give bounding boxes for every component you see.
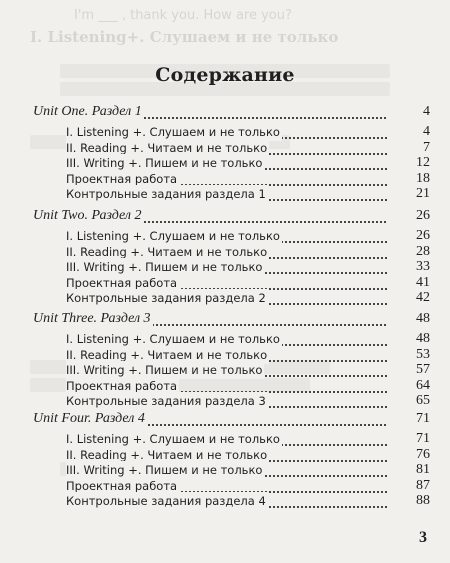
entry-page-number: 88 — [388, 492, 430, 510]
entry-label: I. Listening +. Слушаем и не только — [66, 125, 280, 139]
entry-label: II. Reading +. Читаем и не только — [66, 347, 268, 362]
entry-label: III. Writing +. Пишем и не только — [66, 363, 263, 378]
entry-label: Контрольные задания раздела 4 — [66, 494, 266, 509]
entry-label: Контрольные задания раздела 2 — [66, 291, 266, 306]
entry-label: II. Reading +. Читаем и не только — [66, 140, 268, 155]
entry-label: III. Writing +. Пишем и не только — [66, 463, 263, 478]
entry-page-number: 7 — [388, 139, 430, 157]
toc-entry — [0, 289, 450, 307]
entry-label: I. Listening +. Слушаем и не только — [66, 432, 280, 446]
entry-label: Проектная работа — [66, 171, 178, 186]
entry-page-number: 53 — [388, 346, 430, 364]
unit-title: Unit Four. Раздел 4 — [33, 411, 145, 426]
entry-page-number: 4 — [388, 123, 430, 141]
entry-page-number: 21 — [388, 185, 430, 203]
entry-label: I. Listening +. Слушаем и не только — [66, 332, 280, 346]
entry-page-number: 48 — [388, 310, 430, 328]
toc-entry — [0, 492, 450, 510]
entry-label: Контрольные задания раздела 3 — [66, 394, 266, 409]
entry-page-number: 87 — [388, 477, 430, 495]
entry-page-number: 26 — [388, 207, 430, 225]
unit-title: Unit Three. Раздел 3 — [33, 311, 151, 326]
entry-page-number: 42 — [388, 289, 430, 307]
page-number: 3 — [419, 529, 427, 546]
entry-label: Проектная работа — [66, 478, 178, 493]
entry-page-number: 81 — [388, 461, 430, 479]
entry-label: I. Listening +. Слушаем и не только — [66, 229, 280, 243]
ghost-line-2: I. Listening+. Слушаем и не только — [30, 28, 339, 46]
entry-page-number: 64 — [388, 377, 430, 395]
entry-label: II. Reading +. Читаем и не только — [66, 244, 268, 259]
entry-page-number: 28 — [388, 243, 430, 261]
unit-title: Unit One. Раздел 1 — [33, 104, 142, 119]
entry-page-number: 41 — [388, 274, 430, 292]
entry-label: III. Writing +. Пишем и не только — [66, 156, 263, 171]
entry-label: II. Reading +. Читаем и не только — [66, 447, 268, 462]
entry-page-number: 4 — [388, 103, 430, 121]
entry-page-number: 71 — [388, 430, 430, 448]
entry-page-number: 18 — [388, 170, 430, 188]
entry-page-number: 48 — [388, 330, 430, 348]
ghost-line-1: I'm ___ , thank you. How are you? — [74, 8, 292, 23]
entry-label: Проектная работа — [66, 378, 178, 393]
entry-label: Контрольные задания раздела 1 — [66, 187, 266, 202]
entry-label: III. Writing +. Пишем и не только — [66, 260, 263, 275]
entry-page-number: 65 — [388, 392, 430, 410]
toc-entry — [0, 185, 450, 203]
unit-title: Unit Two. Раздел 2 — [33, 208, 142, 223]
entry-page-number: 33 — [388, 258, 430, 276]
entry-page-number: 76 — [388, 446, 430, 464]
entry-label: Проектная работа — [66, 275, 178, 290]
entry-page-number: 26 — [388, 227, 430, 245]
entry-page-number: 71 — [388, 410, 430, 428]
entry-page-number: 57 — [388, 361, 430, 379]
entry-page-number: 12 — [388, 154, 430, 172]
page-title: Содержание — [155, 64, 295, 86]
